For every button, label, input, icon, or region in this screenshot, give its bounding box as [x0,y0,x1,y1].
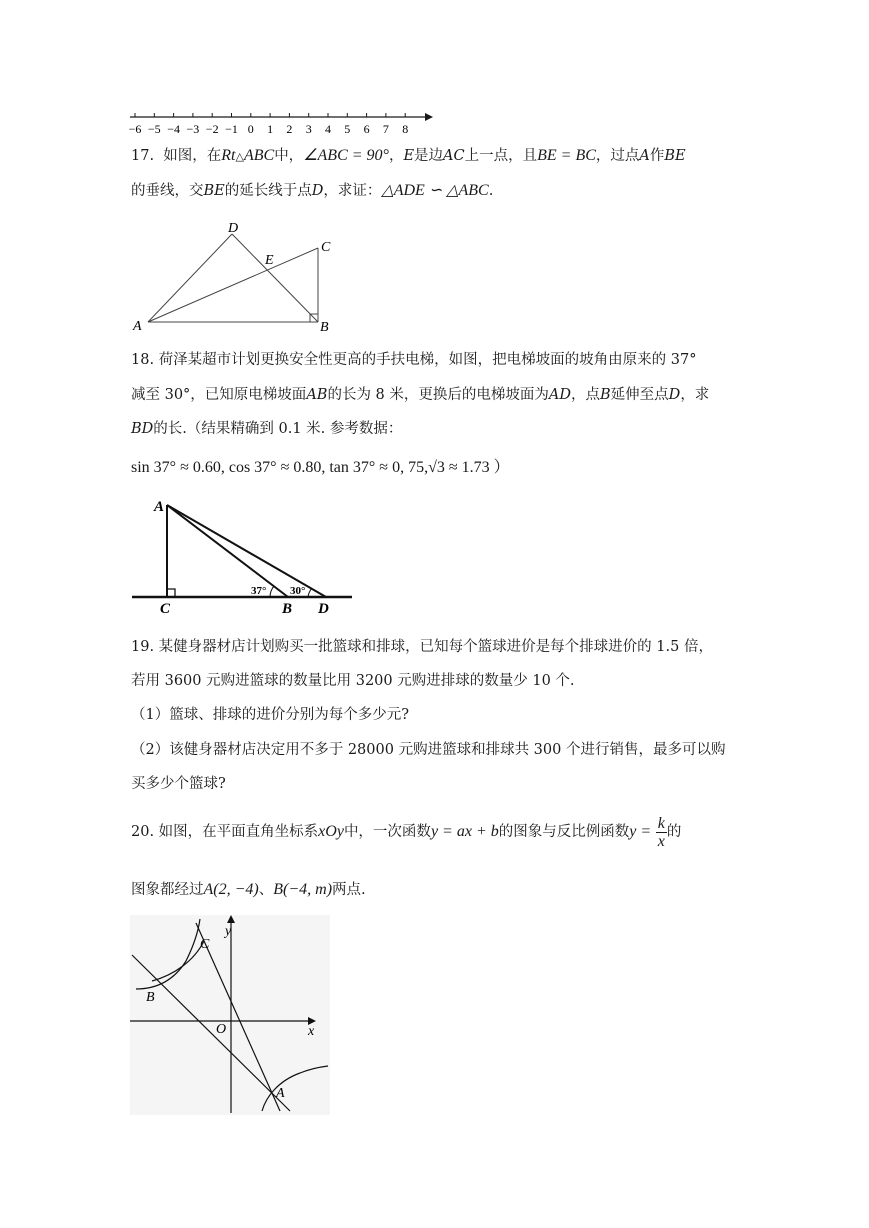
q18-line2: 减至 30°，已知原电梯坡面AB的长为 8 米，更换后的电梯坡面为AD，点B延伸至点D，求 [131,387,710,403]
number-line [125,105,435,140]
q20-label-b: B [146,990,155,1005]
q17-label-a: A [133,319,142,334]
q19-line2: 若用 3600 元购进篮球的数量比用 3200 元购进排球的数量少 10 个. [131,673,575,689]
q18-line1: 18. 荷泽某超市计划更换安全性更高的手扶电梯，如图，把电梯坡面的坡角由原来的 37° [131,352,697,368]
q18-label-d: D [318,601,329,617]
q19-line4: （2）该健身器材店决定用不多于 28000 元购进篮球和排球共 300 个进行销售，最多可以购 [131,742,726,758]
q18-line4: sin 37° ≈ 0.60, cos 37° ≈ 0.80, tan 37° ≈ 0, 75,√3 ≈ 1.73 ） [131,459,510,476]
sqrt-expression: √3 [428,459,445,476]
q17-line2: 的垂线，交BE的延长线于点D，求证：△ADE ∽ △ABC. [131,182,494,199]
q19-line3: （1）篮球、排球的进价分别为每个多少元? [131,707,409,723]
q18-label-a: A [154,499,165,515]
number-line-tick-label: 7 [382,122,389,136]
number-line-tick-label: −6 [128,122,142,136]
q20-line2: 图象都经过A(2, −4)、B(−4, m)两点. [131,881,366,898]
q17-label-c: C [321,240,331,255]
q20-line1: 20. 如图，在平面直角坐标系xOy中，一次函数y = ax + b的图象与反比例函数y = $\frac{k}{x}$ 的 [131,814,682,850]
q19-line5: 买多少个篮球? [131,776,226,792]
number-line-tick-label: 3 [305,122,312,136]
number-line-tick-label: −5 [147,122,161,136]
number-line-tick-label: −1 [225,122,238,136]
number-line-tick-label: −3 [186,122,200,136]
q17-triangle-figure [130,218,350,338]
number-line-tick-label: 5 [344,122,351,136]
q18-angle-30: 30° [290,585,306,597]
q20-label-x: x [308,1024,315,1039]
q18-angle-37: 37° [251,585,267,597]
q17-label-e: E [265,253,274,268]
fraction-k-over-x: $\frac{k}{x}$ [657,814,665,850]
q17-line1: 17. 如图，在Rt△ABC中，∠ABC = 90°，E是边AC上一点，且BE = BC，过点A作BE [131,147,686,164]
q20-label-a: A [276,1086,285,1101]
q19-line1: 19. 某健身器材店计划购买一批篮球和排球，已知每个篮球进价是每个排球进价的 1.5 倍， [131,639,713,655]
q18-label-b: B [282,601,293,617]
number-line-tick-label: 4 [325,122,331,136]
q20-label-o: O [216,1022,227,1037]
number-line-tick-label: −2 [205,122,219,136]
number-line-tick-label: 0 [247,122,254,136]
q20-coordinate-figure [130,915,330,1115]
q17-label-d: D [228,221,239,236]
number-line-tick-label: 8 [402,122,409,136]
number-line-tick-label: −4 [167,122,180,136]
number-line-tick-label: 6 [363,122,370,136]
q20-label-y: y [225,924,232,939]
q18-label-c: C [160,601,171,617]
number-line-tick-label: 1 [267,122,274,136]
q18-escalator-figure [130,495,355,625]
q18-line3: BD的长.（结果精确到 0.1 米. 参考数据： [131,421,403,437]
number-line-tick-label: 2 [286,122,293,136]
q17-label-b: B [320,320,329,335]
q20-label-c: C [200,937,210,952]
